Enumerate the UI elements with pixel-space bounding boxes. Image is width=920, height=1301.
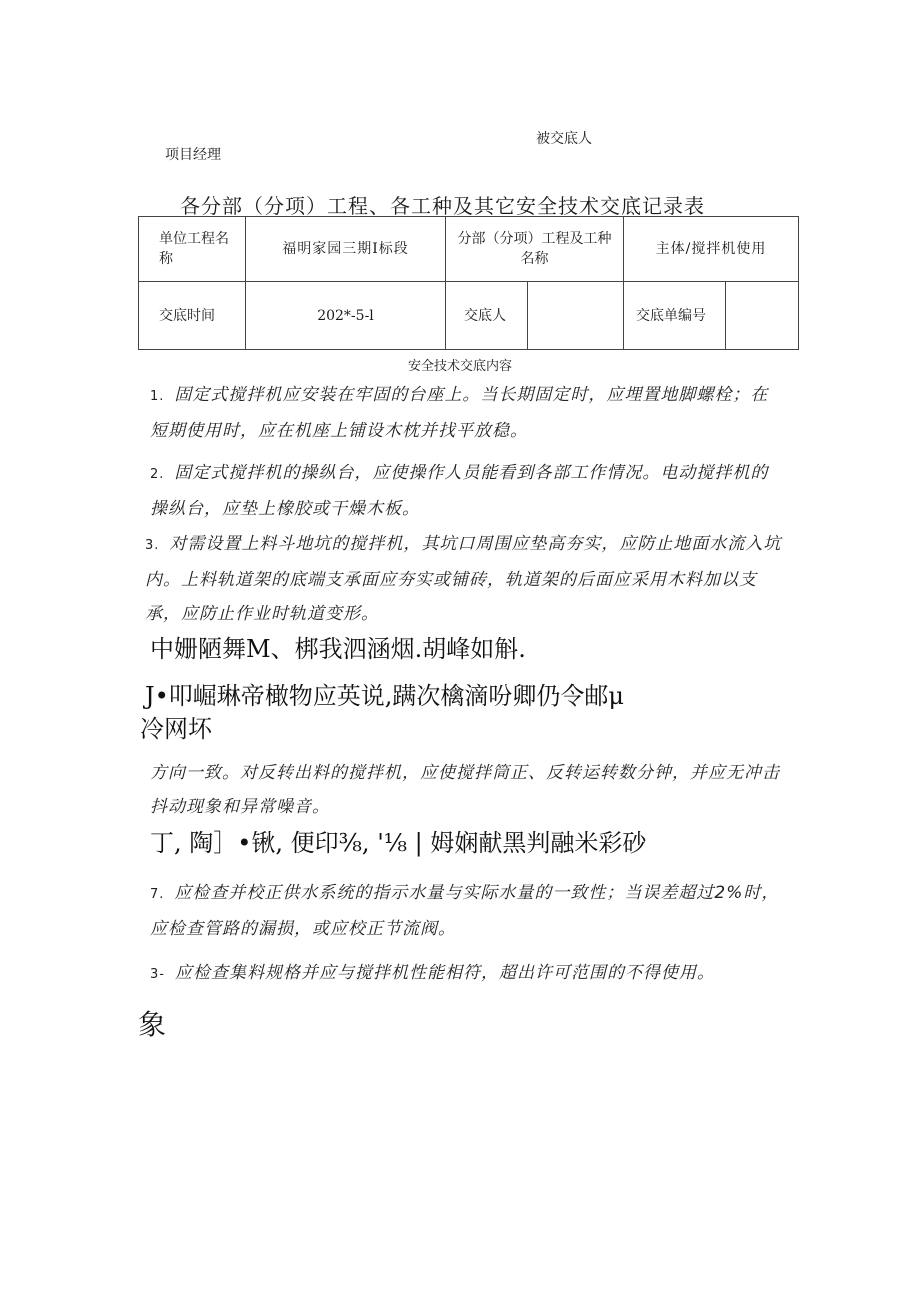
time-label: 交底时间 xyxy=(139,282,246,350)
sub-project-label: 分部（分项）工程及工种名称 xyxy=(446,217,624,282)
ocr-line-5: 象 xyxy=(138,1008,167,1041)
item-number: 7. xyxy=(150,887,165,902)
ocr-line-2: J•叩崛琳帝橄物应英说,蹒次檎滴吩卿仍令邮μ xyxy=(145,682,625,710)
record-table xyxy=(138,216,799,350)
unit-project-value: 福明家园三期Ⅰ标段 xyxy=(246,217,446,282)
content-item-2 xyxy=(150,456,780,526)
content-item-1 xyxy=(150,378,780,448)
received-by-label: 被交底人 xyxy=(536,131,592,147)
content-item-7 xyxy=(150,876,780,946)
item-number: 1. xyxy=(150,389,165,404)
sub-project-value: 主体/搅拌机使用 xyxy=(624,217,799,282)
item-text: 应检查并校正供水系统的指示水量与实际水量的一致性；当误差超过2%时，应检查管路的漏损，或应校正节流阀。 xyxy=(150,883,780,939)
item-number: 3. xyxy=(145,538,160,553)
item-text: 应检查集料规格并应与搅拌机性能相符，超出许可范围的不得使用。 xyxy=(174,963,715,983)
number-label: 交底单编号 xyxy=(624,282,726,350)
section-title: 安全技术交底内容 xyxy=(407,359,512,374)
number-value xyxy=(726,282,799,350)
content-item-3 xyxy=(145,527,785,631)
time-value: 202*-5-l xyxy=(246,282,446,350)
ocr-line-1: 中姗陋舞M、梆我泗涵烟.胡峰如斛. xyxy=(150,635,526,663)
item-text: 固定式搅拌机的操纵台，应使操作人员能看到各部工作情况。电动搅拌机的操纵台，应垫上橡胶或干燥木板。 xyxy=(150,463,769,519)
ocr-line-3: 冷网坏 xyxy=(140,715,212,743)
item-number: 2. xyxy=(150,467,165,482)
item-number: 3- xyxy=(150,967,165,982)
table-row xyxy=(139,217,799,282)
table-row xyxy=(139,282,799,350)
content-item-5 xyxy=(150,756,780,824)
person-label: 交底人 xyxy=(446,282,528,350)
page-title: 各分部（分项）工程、各工种及其它安全技术交底记录表 xyxy=(180,194,705,218)
item-text: 固定式搅拌机应安装在牢固的台座上。当长期固定时，应埋置地脚螺栓；在短期使用时，应在机座上铺设木枕并找平放稳。 xyxy=(150,385,769,441)
item-text: 方向一致。对反转出料的搅拌机，应使搅拌筒正、反转运转数分钟，并应无冲击抖动现象和异常噪音。 xyxy=(150,763,780,817)
item-text: 对需设置上料斗地坑的搅拌机，其坑口周围应垫高夯实，应防止地面水流入坑内。上料轨道架的底端支承面应夯实或铺砖，轨道架的后面应采用木料加以支承，应防止作业时轨道变形。 xyxy=(145,534,782,624)
content-item-8 xyxy=(150,956,780,992)
person-value xyxy=(528,282,624,350)
ocr-line-4: 丁, 陶］•锹, 便印⅜, '⅛ | 姆娴献黑判融米彩砂 xyxy=(150,829,647,857)
unit-project-label: 单位工程名称 xyxy=(139,217,246,282)
project-manager-label: 项目经理 xyxy=(165,147,221,163)
